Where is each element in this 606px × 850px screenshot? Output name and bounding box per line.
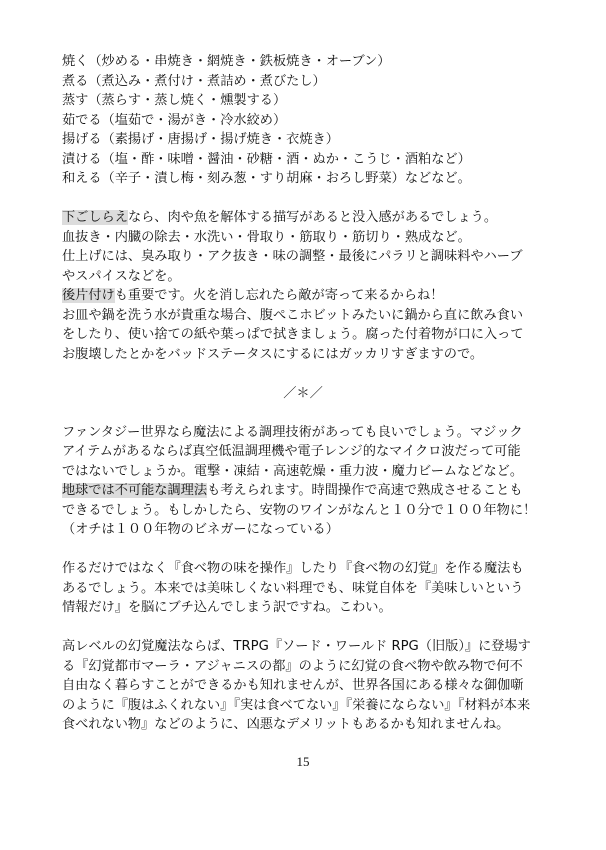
- paragraph-line: 仕上げには、臭み取り・アク抜き・味の調整・最後にパラリと調味料やハーブ: [62, 249, 523, 264]
- paragraph-line: お腹壊したとかをバッドステータスにするにはガッカリすぎますので。: [62, 346, 484, 362]
- paragraph-line: る『幻覚都市マーラ・アジャニスの都』のように幻覚の食べ物や飲み物で何不: [62, 658, 523, 674]
- highlight-prep: 下ごしらえ: [62, 210, 128, 225]
- prep-paragraph: [62, 208, 556, 286]
- paragraph-line: 作るだけではなく『食べ物の味を操作』したり『食べ物の幻覚』を作る魔法も: [62, 561, 524, 576]
- text-span: も考えられます。時間操作で高速で熟成させることも: [207, 483, 523, 498]
- taste-paragraph: [62, 559, 556, 618]
- paragraph-line: やスパイスなどを。: [62, 268, 181, 284]
- paragraph-line: 情報だけ』を脳にブチ込んでしまう訳ですね。こわい。: [62, 600, 392, 615]
- paragraph-line: （オチは１００年物のビネガーになっている）: [62, 522, 339, 537]
- paragraph-line: お皿や鍋を洗う水が貴重な場合、腹ぺこホビットみたいに鍋から直に飲み食い: [62, 307, 524, 323]
- paragraph-line: ファンタジー世界なら魔法による調理技術があっても良いでしょう。マジック: [62, 424, 523, 440]
- text-span: も重要です。火を消し忘れたら敵が寄って来るからね！: [114, 288, 444, 303]
- magic-paragraph: [62, 423, 556, 540]
- list-item: 和える（辛子・漬し梅・刻み葱・すり胡麻・おろし野菜）などなど。: [62, 171, 471, 186]
- paragraph-line: できるでしょう。もしかしたら、安物のワインがなんと１０分で１００年物に！: [62, 502, 537, 518]
- cooking-methods-list: [62, 52, 556, 189]
- paragraph-line: 高レベルの幻覚魔法ならば、TRPG『ソード・ワールド RPG（旧版）』に登場す: [62, 639, 531, 654]
- paragraph-line: [62, 481, 556, 501]
- paragraph-line: 自由なく暮らすことができるかも知れませんが、世界各国にある様々な御伽噺: [62, 678, 524, 693]
- list-item: 蒸す（蒸らす・蒸し焼く・燻製する）: [62, 93, 287, 108]
- list-item: 漬ける（塩・酢・味噌・醤油・砂糖・酒・ぬか・こうじ・酒粕など）: [62, 151, 471, 167]
- paragraph-line: あるでしょう。本来では美味しくない料理でも、味覚自体を『美味しいという: [62, 580, 524, 596]
- section-separator: ／＊／: [283, 385, 323, 401]
- paragraph-line: をしたり、使い捨ての紙や葉っぱで拭きましょう。腐った付着物が口に入って: [62, 327, 524, 342]
- paragraph-line: ではないでしょうか。電撃・凍結・高速乾燥・重力波・魔力ビームなどなど。: [62, 463, 524, 479]
- list-item: 煮る（煮込み・煮付け・煮詰め・煮びたし）: [62, 73, 326, 89]
- list-item: 茹でる（塩茹で・湯がき・冷水絞め）: [62, 112, 287, 128]
- paragraph-line: 血抜き・内臓の除去・水洗い・骨取り・筋取り・筋切り・熟成など。: [62, 229, 471, 245]
- list-item: 焼く（炒める・串焼き・網焼き・鉄板焼き・オーブン）: [62, 54, 391, 69]
- paragraph-line: [62, 286, 556, 306]
- paragraph-line: アイテムがあるならば真空低温調理機や電子レンジ的なマイクロ波だって可能: [62, 444, 521, 459]
- page-number: 15: [296, 754, 310, 769]
- paragraph-line: 食べれない物』などのように、凶悪なデメリットもあるかも知れませんね。: [62, 717, 510, 732]
- illusion-paragraph: [62, 637, 556, 735]
- paragraph-line: のように『腹はふくれない』『実は食べてない』『栄養にならない』『材料が本来: [62, 697, 531, 713]
- highlight-impossible-method: 地球では不可能な調理法: [62, 483, 208, 498]
- text-span: なら、肉や魚を解体する描写があると没入感があるでしょう。: [127, 210, 498, 225]
- paragraph-line: [62, 208, 556, 228]
- list-item: 揚げる（素揚げ・唐揚げ・揚げ焼き・衣焼き）: [62, 132, 339, 147]
- highlight-cleanup: 後片付け: [62, 288, 115, 303]
- cleanup-paragraph: [62, 286, 556, 364]
